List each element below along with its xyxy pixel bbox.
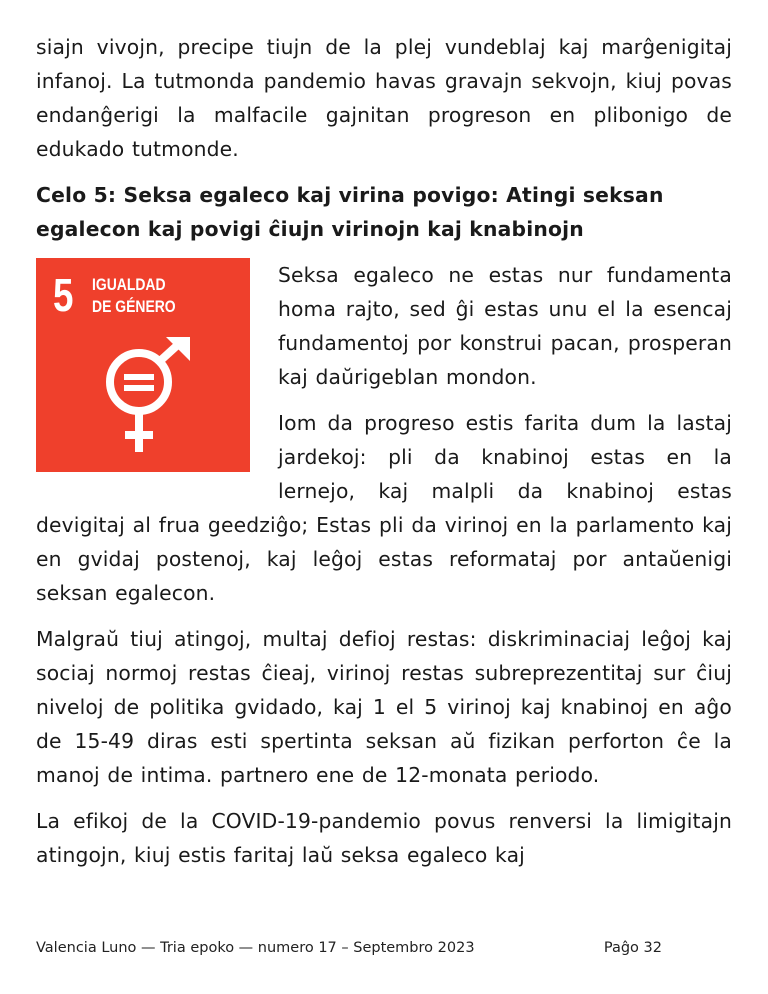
gender-equality-icon bbox=[96, 336, 196, 456]
paragraph-challenges: Malgraŭ tiuj atingoj, multaj defioj restas: diskriminaciaj leĝoj kaj sociaj normoj restas ĉieaj, virinoj restas subreprezentitaj sur ĉiuj niveloj de politika gvidado, kaj 1 el 5 virinoj kaj knabinoj en aĝo de 15-49 diras esti spertinta seksan aŭ fizikan perforton ĉe la manoj de intima. partnero ene de 12-monata periodo. bbox=[36, 627, 732, 787]
paragraph-equality: Seksa egaleco ne estas nur fundamenta homa rajto, sed ĝi estas unu el la esencaj fundamentoj por konstrui pacan, prosperan kaj daŭrigeblan mondon. bbox=[278, 263, 732, 389]
sdg-5-tile bbox=[36, 258, 250, 472]
paragraph-intro: siajn vivojn, precipe tiujn de la plej vundeblaj kaj marĝenigitaj infanoj. La tutmonda pandemio havas gravajn sekvojn, kiuj povas endanĝerigi la malfacile gajnitan progreson en plibonigo de edukado tutmonde. bbox=[36, 35, 732, 161]
paragraph-covid: La efikoj de la COVID-19-pandemio povus renversi la limigitajn atingojn, kiuj estis faritaj laŭ seksa egaleco kaj bbox=[36, 809, 732, 867]
footer-publication: Valencia Luno — Tria epoko — numero 17 – Septembro 2023 bbox=[36, 940, 475, 956]
paragraph-progress: Iom da progreso estis farita dum la lastaj jardekoj: pli da knabinoj estas en la lernejo, kaj malpli da knabinoj estas devigitaj al frua geedziĝo; Estas pli da virinoj en la parlamento kaj en gvidaj postenoj, kaj leĝoj estas reformataj por antaŭenigi seksan egalecon. bbox=[36, 411, 732, 605]
sdg-title-line2: DE GÉNERO bbox=[92, 297, 176, 316]
section-heading: Celo 5: Seksa egaleco kaj virina povigo: Atingi seksan egalecon kaj povigi ĉiujn virinojn kaj knabinojn bbox=[36, 183, 664, 241]
page-footer bbox=[36, 940, 662, 956]
sdg-title bbox=[92, 274, 176, 318]
page-content bbox=[36, 30, 732, 884]
sdg-title-line1: IGUALDAD bbox=[92, 275, 166, 294]
footer-page-number: Paĝo 32 bbox=[603, 940, 662, 956]
sdg-number: 5 bbox=[53, 269, 74, 321]
